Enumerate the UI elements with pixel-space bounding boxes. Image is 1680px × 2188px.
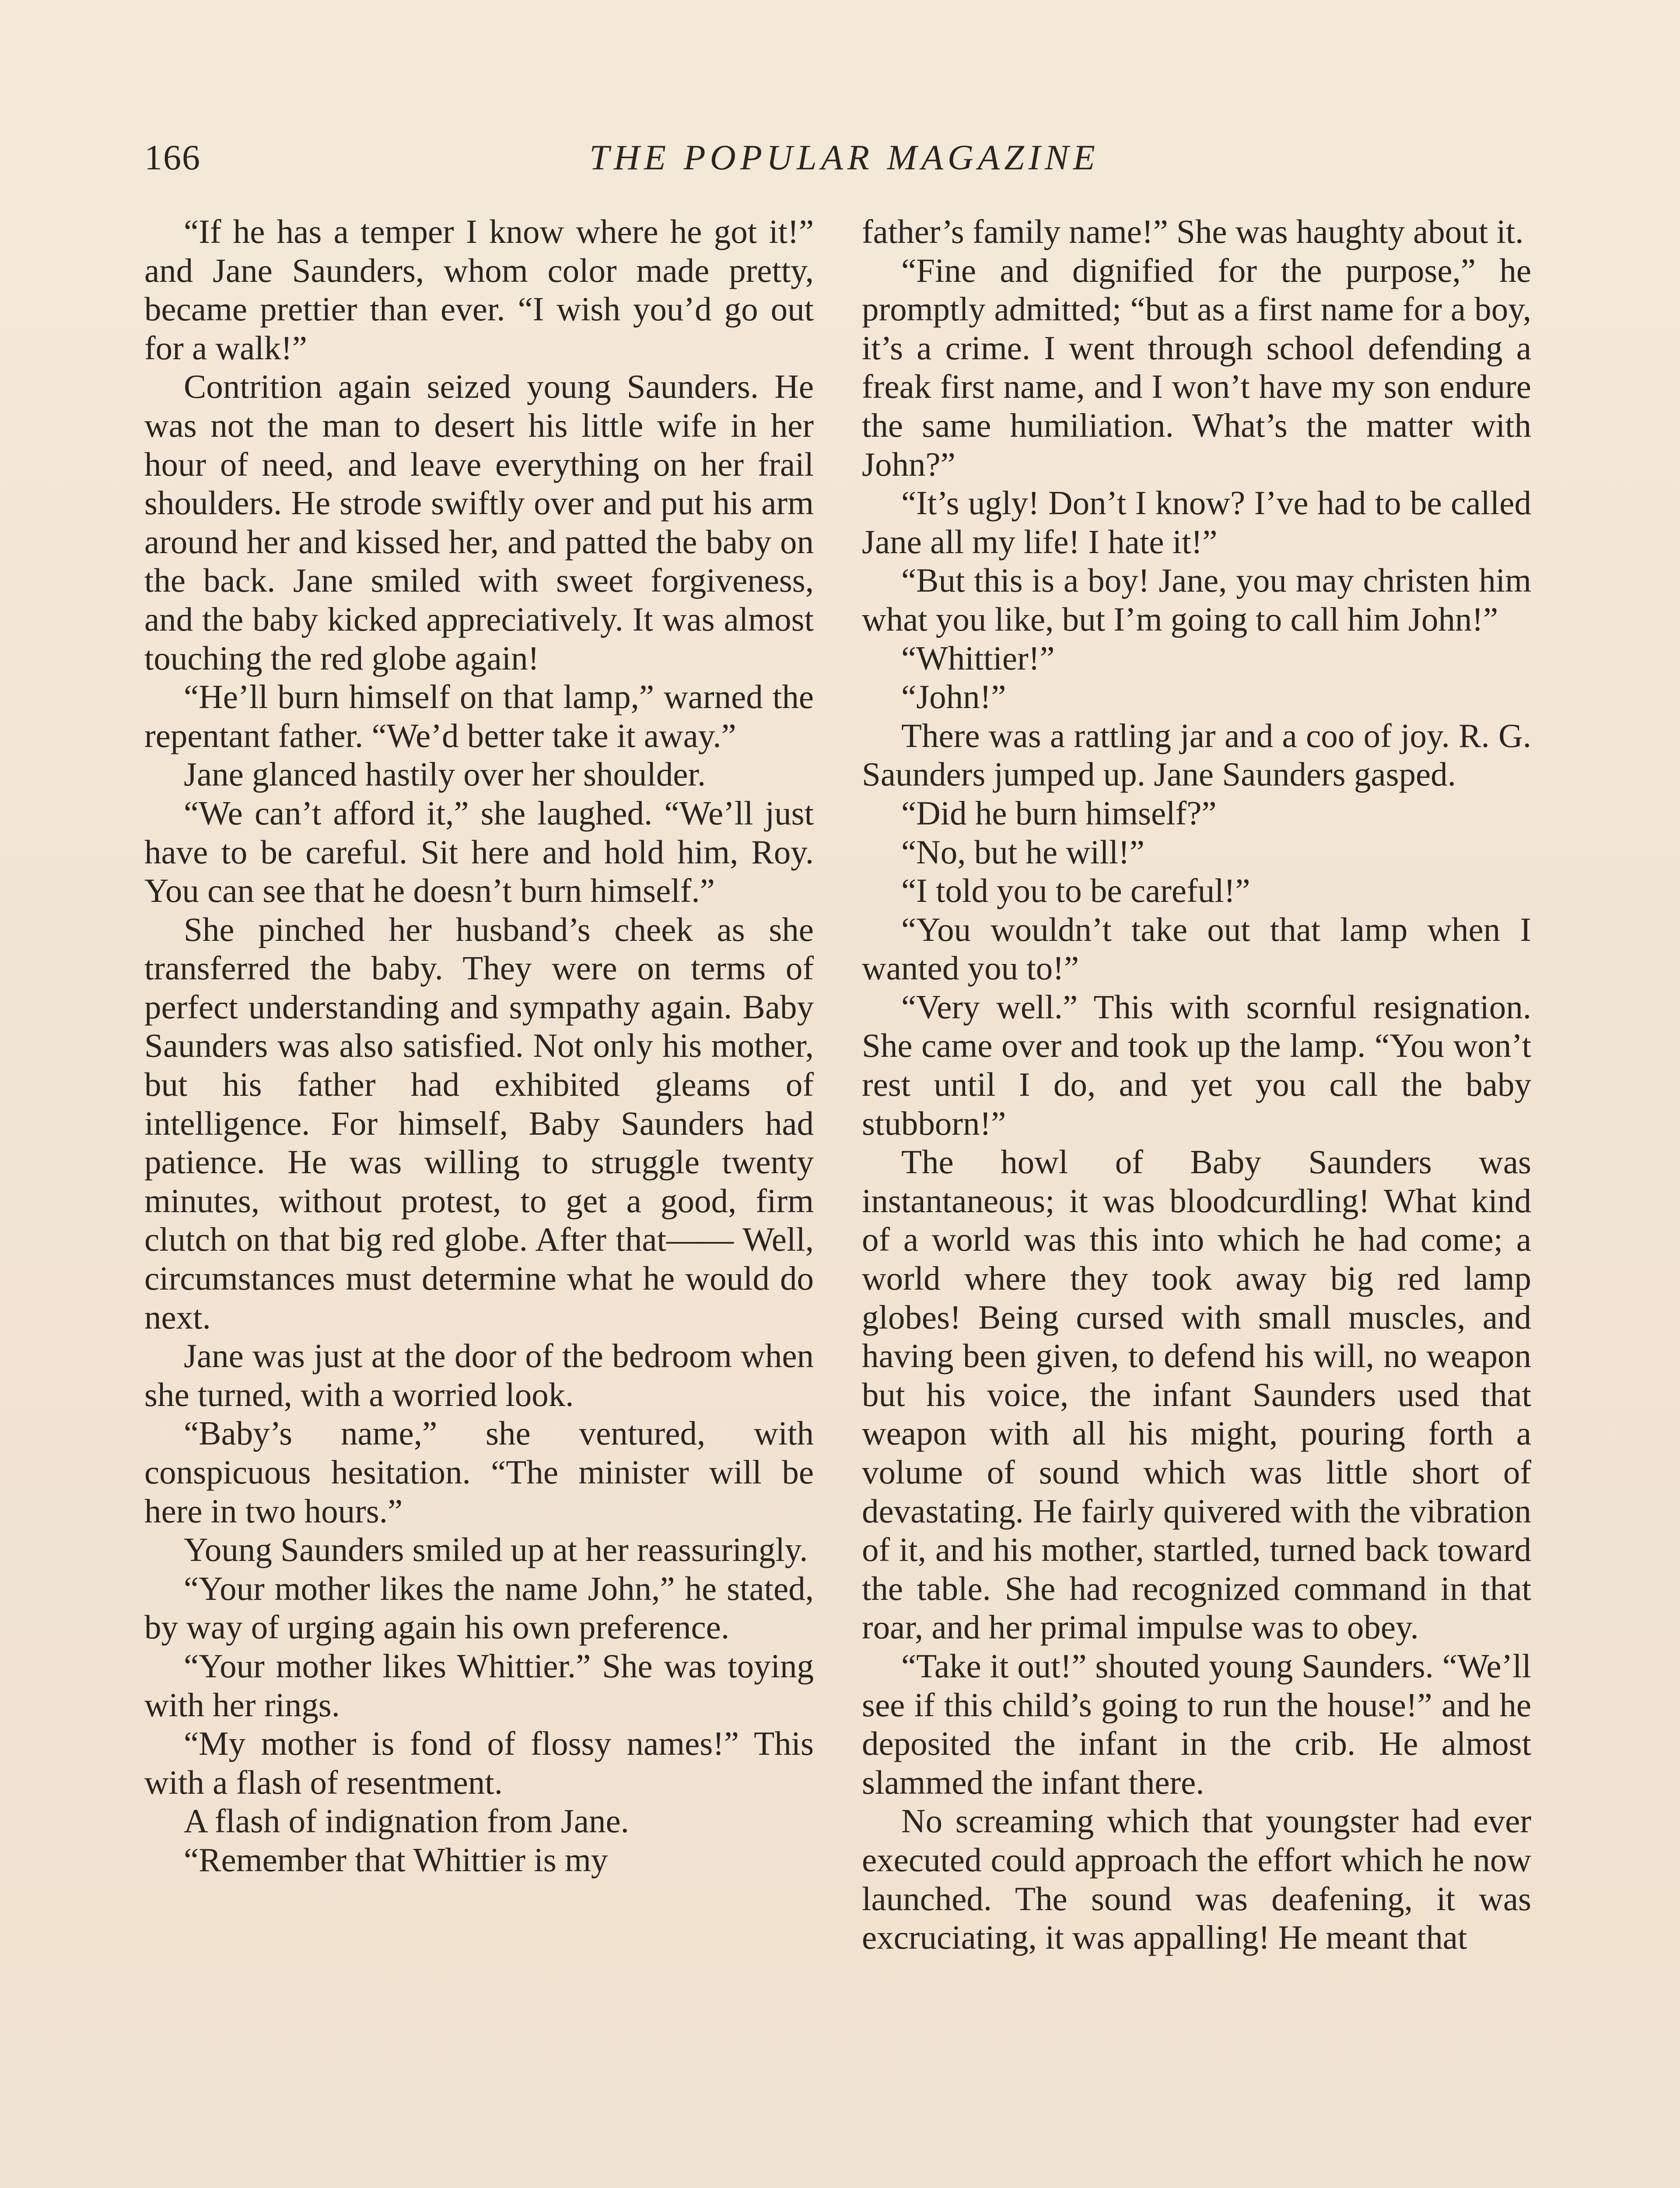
- page-header: [144, 131, 1544, 184]
- paragraph: “You wouldn’t take out that lamp when I wanted you to!”: [862, 910, 1531, 987]
- paragraph: “No, but he will!”: [901, 833, 1144, 871]
- paragraph: There was a rattling jar and a coo of joy. R. G. Saunders jumped up. Jane Saunders gasped.: [862, 716, 1531, 793]
- paragraph: “We can’t afford it,” she laughed. “We’ll just have to be careful. Sit here and hold him, Roy. You can see that he doesn’t burn himself.”: [144, 794, 814, 910]
- paragraph: Contrition again seized young Saunders. He was not the man to desert his little wife in her hour of need, and leave everything on her frail shoulders. He strode swiftly over and put his arm around her and kissed her, and patted the baby on the back. Jane smiled with sweet forgiveness, and the baby kicked appreciatively. It was almost touching the red globe again!: [144, 368, 814, 677]
- paragraph: Jane was just at the door of the bedroom when she turned, with a worried look.: [144, 1337, 814, 1413]
- paragraph: “Did he burn himself?”: [901, 794, 1217, 832]
- paragraph: “Your mother likes Whittier.” She was toying with her rings.: [144, 1647, 814, 1724]
- paragraph: She pinched her husband’s cheek as she transferred the baby. They were on terms of perfect understanding and sympathy again. Baby Saunders was also satisfied. Not only his mother, but his father had exhibited gleams of intelligence. For himself, Baby Saunders had patience. He was willing to struggle twenty minutes, without protest, to get a good, firm clutch on that big red globe. After that—— Well, circumstances must determine what he would do next.: [144, 910, 814, 1336]
- page-number: 166: [144, 137, 201, 177]
- paragraph: “Take it out!” shouted young Saunders. “We’ll see if this child’s going to run the house!” and he deposited the infant in the crib. He almost slammed the infant there.: [862, 1647, 1531, 1801]
- paragraph: “Whittier!”: [901, 639, 1055, 677]
- left-column: [144, 212, 814, 2188]
- paragraph: “My mother is fond of flossy names!” This with a flash of resentment.: [144, 1725, 814, 1801]
- paragraph-continued: father’s family name!” She was haughty about it.: [862, 213, 1524, 250]
- right-column: [862, 212, 1531, 2188]
- paragraph: “He’ll burn himself on that lamp,” warned the repentant father. “We’d better take it away.”: [144, 678, 814, 754]
- paragraph: “I told you to be careful!”: [901, 872, 1250, 910]
- paragraph: “Remember that Whittier is my: [184, 1841, 608, 1879]
- paragraph: “Very well.” This with scornful resignation. She came over and took up the lamp. “You won’t rest until I do, and yet you call the baby stubborn!”: [862, 988, 1531, 1142]
- paragraph: A flash of indignation from Jane.: [184, 1802, 629, 1840]
- paragraph: “John!”: [901, 678, 1006, 716]
- paragraph: “Fine and dignified for the purpose,” he promptly admitted; “but as a first name for a boy, it’s a crime. I went through school defending a freak first name, and I won’t have my son endure the same humiliation. What’s the matter with John?”: [862, 251, 1531, 483]
- paragraph: “But this is a boy! Jane, you may christen him what you like, but I’m going to call him John!”: [862, 561, 1531, 638]
- paragraph: “Your mother likes the name John,” he stated, by way of urging again his own preference.: [144, 1569, 814, 1646]
- magazine-title: THE POPULAR MAGAZINE: [589, 137, 1099, 177]
- paragraph: The howl of Baby Saunders was instantaneous; it was bloodcurdling! What kind of a world was this into which he had come; a world where they took away big red lamp globes! Being cursed with small muscles, and having been given, to defend his will, no weapon but his voice, the infant Saunders used that weapon with all his might, pouring forth a volume of sound which was little short of devastating. He fairly quivered with the vibration of it, and his mother, startled, turned back toward the table. She had recognized command in that roar, and her primal impulse was to obey.: [862, 1143, 1531, 1646]
- paragraph: “Baby’s name,” she ventured, with conspicuous hesitation. “The minister will be here in two hours.”: [144, 1414, 814, 1530]
- paragraph: No screaming which that youngster had ever executed could approach the effort which he now launched. The sound was deafening, it was excruciating, it was appalling! He meant that: [862, 1802, 1531, 1957]
- paragraph: “It’s ugly! Don’t I know? I’ve had to be called Jane all my life! I hate it!”: [862, 484, 1531, 561]
- paragraph: Jane glanced hastily over her shoulder.: [184, 755, 706, 793]
- paragraph: Young Saunders smiled up at her reassuringly.: [184, 1531, 808, 1569]
- paragraph: “If he has a temper I know where he got it!” and Jane Saunders, whom color made pretty, became prettier than ever. “I wish you’d go out for a walk!”: [144, 213, 814, 367]
